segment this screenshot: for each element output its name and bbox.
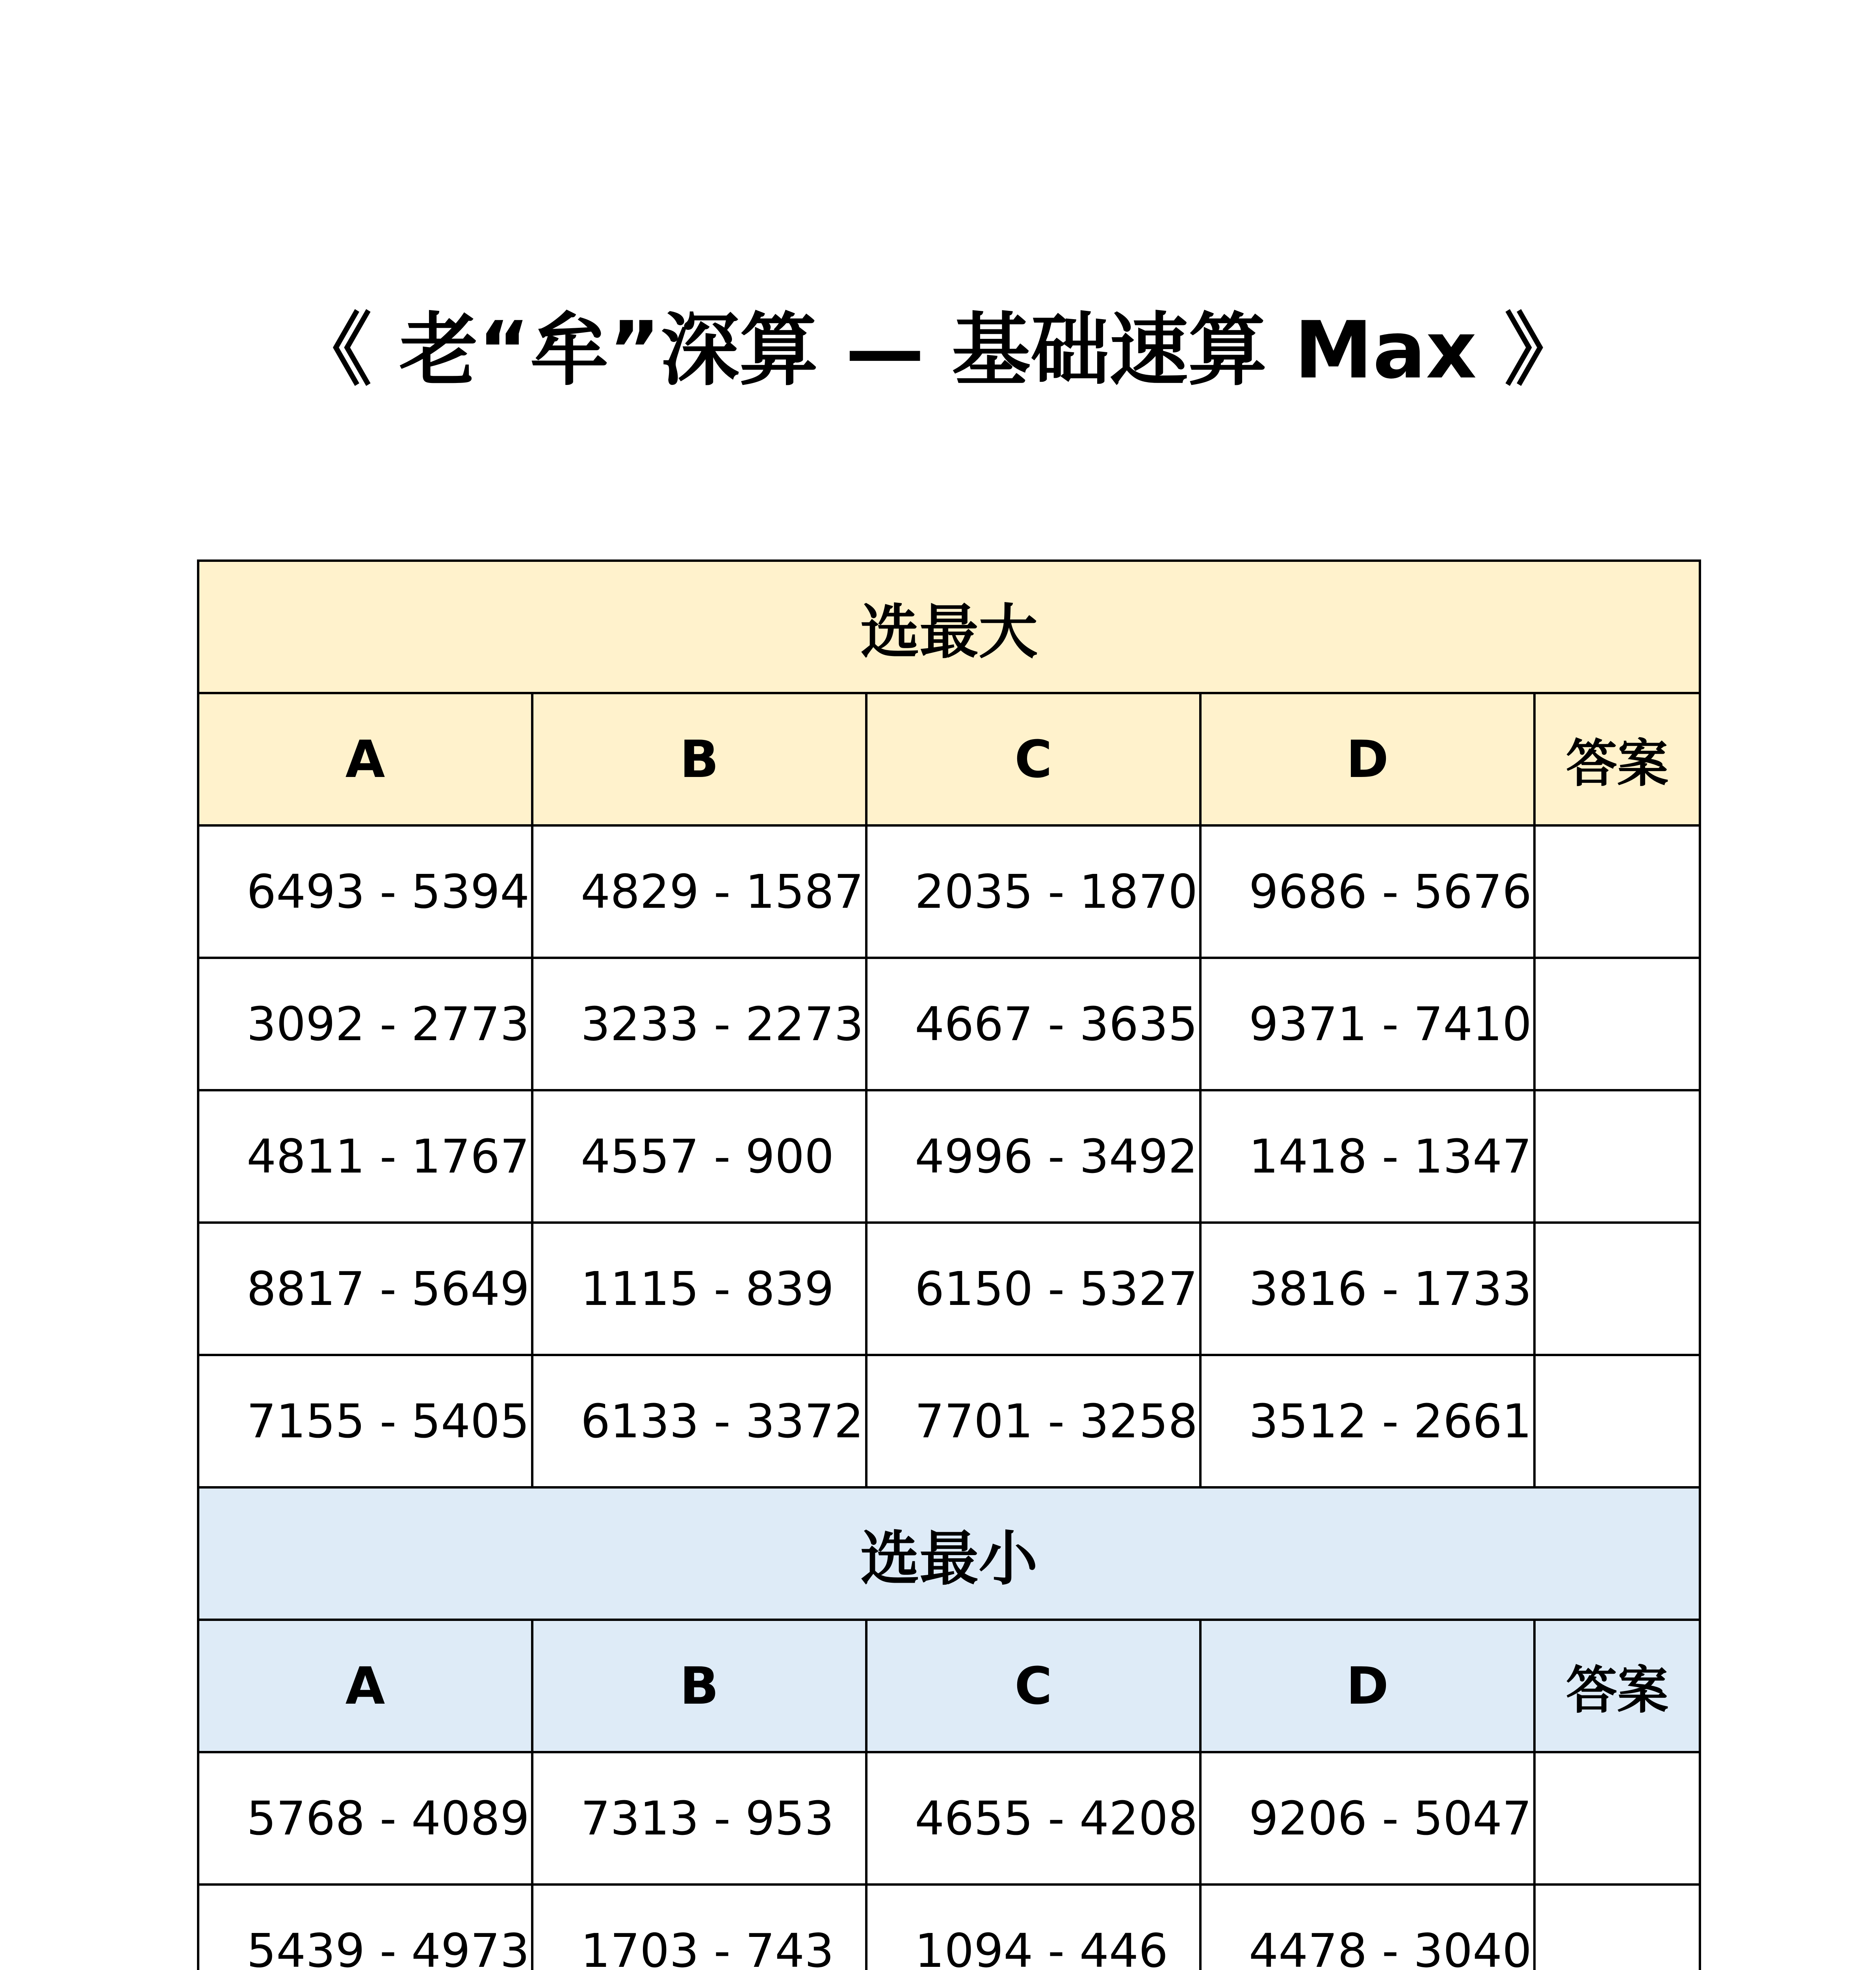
problem-cell: 3092 - 2773 (198, 958, 532, 1090)
answer-cell[interactable] (1534, 1355, 1700, 1487)
problem-cell: 5768 - 4089 (198, 1752, 532, 1885)
column-header-b: B (532, 1620, 866, 1752)
column-header-a: A (198, 693, 532, 825)
problem-cell: 5439 - 4973 (198, 1885, 532, 1970)
problem-cell: 9371 - 7410 (1200, 958, 1534, 1090)
column-header-answer: 答案 (1534, 1620, 1700, 1752)
section-title: 选最大 (198, 561, 1700, 693)
problem-cell: 9686 - 5676 (1200, 825, 1534, 958)
problem-cell: 6133 - 3372 (532, 1355, 866, 1487)
column-header-answer: 答案 (1534, 693, 1700, 825)
problem-row (198, 958, 1700, 1090)
problem-cell: 4667 - 3635 (866, 958, 1200, 1090)
problem-cell: 4478 - 3040 (1200, 1885, 1534, 1970)
column-header-d: D (1200, 1620, 1534, 1752)
page-title: 《 老“牟”深算 — 基础速算 Max 》 (293, 305, 1583, 396)
problem-cell: 7155 - 5405 (198, 1355, 532, 1487)
problem-cell: 7313 - 953 (532, 1752, 866, 1885)
problem-cell: 1094 - 446 (866, 1885, 1200, 1970)
problem-cell: 3512 - 2661 (1200, 1355, 1534, 1487)
problem-row (198, 825, 1700, 958)
column-header-row (198, 693, 1700, 825)
problem-cell: 3233 - 2273 (532, 958, 866, 1090)
answer-cell[interactable] (1534, 1090, 1700, 1223)
answer-cell[interactable] (1534, 1885, 1700, 1970)
problem-cell: 4811 - 1767 (198, 1090, 532, 1223)
problem-cell: 4996 - 3492 (866, 1090, 1200, 1223)
problem-cell: 4655 - 4208 (866, 1752, 1200, 1885)
problem-cell: 4557 - 900 (532, 1090, 866, 1223)
problem-cell: 1703 - 743 (532, 1885, 866, 1970)
problem-cell: 8817 - 5649 (198, 1223, 532, 1355)
column-header-c: C (866, 693, 1200, 825)
worksheet-table (197, 559, 1701, 1970)
problem-cell: 3816 - 1733 (1200, 1223, 1534, 1355)
problem-row (198, 1223, 1700, 1355)
column-header-b: B (532, 693, 866, 825)
answer-cell[interactable] (1534, 958, 1700, 1090)
answer-cell[interactable] (1534, 1752, 1700, 1885)
problem-cell: 6150 - 5327 (866, 1223, 1200, 1355)
problem-row (198, 1885, 1700, 1970)
problem-cell: 6493 - 5394 (198, 825, 532, 958)
section-header-row (198, 561, 1700, 693)
problem-cell: 1115 - 839 (532, 1223, 866, 1355)
problem-cell: 7701 - 3258 (866, 1355, 1200, 1487)
column-header-a: A (198, 1620, 532, 1752)
section-title: 选最小 (198, 1487, 1700, 1620)
section-header-row (198, 1487, 1700, 1620)
column-header-row (198, 1620, 1700, 1752)
problem-row (198, 1090, 1700, 1223)
problem-cell: 1418 - 1347 (1200, 1090, 1534, 1223)
problem-cell: 9206 - 5047 (1200, 1752, 1534, 1885)
problem-cell: 2035 - 1870 (866, 825, 1200, 958)
answer-cell[interactable] (1534, 825, 1700, 958)
column-header-d: D (1200, 693, 1534, 825)
problem-row (198, 1752, 1700, 1885)
problem-cell: 4829 - 1587 (532, 825, 866, 958)
answer-cell[interactable] (1534, 1223, 1700, 1355)
problem-row (198, 1355, 1700, 1487)
column-header-c: C (866, 1620, 1200, 1752)
